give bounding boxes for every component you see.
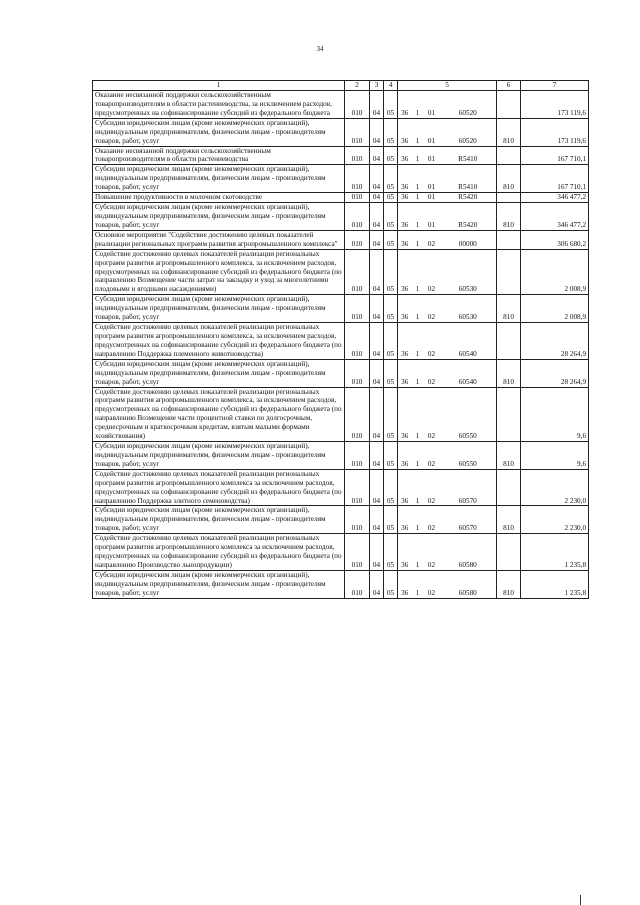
- activity-code: 01: [424, 165, 440, 193]
- expense-type-code: [497, 146, 521, 165]
- admin-code: 010: [345, 570, 370, 598]
- expense-type-code: [497, 534, 521, 571]
- table-row: [93, 506, 589, 534]
- row-name: Субсидии юридическим лицам (кроме некоммерческих организаций), индивидуальным предпринимателям, физическим лицам - производителям товаров, работ, услуг: [93, 118, 345, 146]
- activity-code: 02: [424, 570, 440, 598]
- subprogram-code: 1: [412, 534, 424, 571]
- activity-code: 02: [424, 534, 440, 571]
- direction-code: R5420: [440, 203, 497, 231]
- amount: 1 235,8: [521, 534, 589, 571]
- subprogram-code: 1: [412, 165, 424, 193]
- direction-code: R5410: [440, 146, 497, 165]
- table-row: [93, 295, 589, 323]
- admin-code: 010: [345, 203, 370, 231]
- subsection-code: 05: [384, 570, 398, 598]
- expense-type-code: 810: [497, 506, 521, 534]
- expense-type-code: 810: [497, 165, 521, 193]
- activity-code: 02: [424, 323, 440, 360]
- row-name: Оказание несвязанной поддержки сельскохозяйственным товаропроизводителям в области растениеводства: [93, 146, 345, 165]
- section-code: 04: [370, 118, 384, 146]
- activity-code: 02: [424, 442, 440, 470]
- direction-code: 60530: [440, 249, 497, 295]
- subsection-code: 05: [384, 230, 398, 249]
- expense-type-code: [497, 469, 521, 506]
- admin-code: 010: [345, 249, 370, 295]
- program-code: 36: [398, 203, 412, 231]
- subsection-code: 05: [384, 295, 398, 323]
- program-code: 36: [398, 442, 412, 470]
- subprogram-code: 1: [412, 91, 424, 119]
- direction-code: 60570: [440, 469, 497, 506]
- amount: 346 477,2: [521, 203, 589, 231]
- subsection-code: 05: [384, 249, 398, 295]
- row-name: Субсидии юридическим лицам (кроме некоммерческих организаций), индивидуальным предпринимателям, физическим лицам - производителям товаров, работ, услуг: [93, 506, 345, 534]
- subsection-code: 05: [384, 506, 398, 534]
- amount: 173 119,6: [521, 91, 589, 119]
- section-code: 04: [370, 387, 384, 442]
- admin-code: 010: [345, 295, 370, 323]
- table-row: [93, 249, 589, 295]
- program-code: 36: [398, 230, 412, 249]
- section-code: 04: [370, 193, 384, 203]
- admin-code: 010: [345, 323, 370, 360]
- subsection-code: 05: [384, 118, 398, 146]
- direction-code: R5420: [440, 193, 497, 203]
- activity-code: 01: [424, 193, 440, 203]
- admin-code: 010: [345, 534, 370, 571]
- program-code: 36: [398, 249, 412, 295]
- subsection-code: 05: [384, 534, 398, 571]
- program-code: 36: [398, 295, 412, 323]
- row-name: Субсидии юридическим лицам (кроме некоммерческих организаций), индивидуальным предпринимателям, физическим лицам - производителям товаров, работ, услуг: [93, 295, 345, 323]
- section-code: 04: [370, 165, 384, 193]
- row-name: Содействие достижению целевых показателей реализации региональных программ развития агропромышленного комплекса за исключением расходов, предусмотренных на софинансирование субсидий из федерального бюджета (по направлению Производство льнопродукции): [93, 534, 345, 571]
- row-name: Содействие достижению целевых показателей реализации региональных программ развития агропромышленного комплекса, за исключением расходов, предусмотренных на софинансирование субсидий из федерального бюджета (по направлению Возмещение части процентной ставки по долгосрочным, среднесрочным и краткосрочным кредитам, взятым малыми формами хозяйствования): [93, 387, 345, 442]
- amount: 1 235,8: [521, 570, 589, 598]
- subprogram-code: 1: [412, 442, 424, 470]
- activity-code: 02: [424, 469, 440, 506]
- table-row: [93, 146, 589, 165]
- expense-type-code: [497, 323, 521, 360]
- amount: 346 477,2: [521, 193, 589, 203]
- header-cell-7: 7: [521, 81, 589, 91]
- program-code: 36: [398, 387, 412, 442]
- admin-code: 010: [345, 91, 370, 119]
- direction-code: 60580: [440, 570, 497, 598]
- expense-type-code: 810: [497, 570, 521, 598]
- activity-code: 01: [424, 91, 440, 119]
- admin-code: 010: [345, 230, 370, 249]
- expense-type-code: 810: [497, 118, 521, 146]
- section-code: 04: [370, 249, 384, 295]
- subprogram-code: 1: [412, 469, 424, 506]
- direction-code: 60540: [440, 359, 497, 387]
- section-code: 04: [370, 359, 384, 387]
- amount: 306 680,2: [521, 230, 589, 249]
- admin-code: 010: [345, 193, 370, 203]
- row-name: Основное мероприятие "Содействие достижению целевых показателей реализации региональных программ развития агропромышленного комплекса": [93, 230, 345, 249]
- subsection-code: 05: [384, 442, 398, 470]
- direction-code: 60570: [440, 506, 497, 534]
- subprogram-code: 1: [412, 146, 424, 165]
- subsection-code: 05: [384, 165, 398, 193]
- subprogram-code: 1: [412, 295, 424, 323]
- subprogram-code: 1: [412, 570, 424, 598]
- amount: 167 710,1: [521, 165, 589, 193]
- section-code: 04: [370, 203, 384, 231]
- admin-code: 010: [345, 165, 370, 193]
- expense-type-code: [497, 387, 521, 442]
- header-row: [93, 81, 589, 91]
- program-code: 36: [398, 570, 412, 598]
- direction-code: 60550: [440, 387, 497, 442]
- subsection-code: 05: [384, 469, 398, 506]
- expense-type-code: [497, 193, 521, 203]
- expense-type-code: 810: [497, 203, 521, 231]
- amount: 167 710,1: [521, 146, 589, 165]
- subsection-code: 05: [384, 146, 398, 165]
- page-number: 34: [316, 45, 324, 53]
- amount: 9,6: [521, 442, 589, 470]
- page-edge-mark: [580, 895, 581, 905]
- subsection-code: 05: [384, 359, 398, 387]
- amount: 2 230,0: [521, 506, 589, 534]
- subprogram-code: 1: [412, 359, 424, 387]
- row-name: Оказание несвязанной поддержки сельскохозяйственным товаропроизводителям в области растениеводства, за исключением расходов, предусмотренных на софинансирование субсидий из федерального бюджета: [93, 91, 345, 119]
- subsection-code: 05: [384, 203, 398, 231]
- direction-code: 60550: [440, 442, 497, 470]
- amount: 173 119,6: [521, 118, 589, 146]
- admin-code: 010: [345, 118, 370, 146]
- row-name: Субсидии юридическим лицам (кроме некоммерческих организаций), индивидуальным предпринимателям, физическим лицам - производителям товаров, работ, услуг: [93, 203, 345, 231]
- activity-code: 02: [424, 387, 440, 442]
- section-code: 04: [370, 534, 384, 571]
- expense-type-code: 810: [497, 359, 521, 387]
- amount: 2 008,9: [521, 249, 589, 295]
- subsection-code: 05: [384, 91, 398, 119]
- header-cell-5: 5: [398, 81, 497, 91]
- row-name: Содействие достижению целевых показателей реализации региональных программ развития агропромышленного комплекса, за исключением расходов, предусмотренных на софинансирование субсидий из федерального бюджета (по направлению Возмещение части затрат на закладку и уход за многолетними плодовыми и ягодными насаждениями): [93, 249, 345, 295]
- subprogram-code: 1: [412, 387, 424, 442]
- subprogram-code: 1: [412, 118, 424, 146]
- amount: 2 008,9: [521, 295, 589, 323]
- program-code: 36: [398, 165, 412, 193]
- row-name: Субсидии юридическим лицам (кроме некоммерческих организаций), индивидуальным предпринимателям, физическим лицам - производителям товаров, работ, услуг: [93, 165, 345, 193]
- amount: 28 264,9: [521, 323, 589, 360]
- header-cell-2: 2: [345, 81, 370, 91]
- table-row: [93, 230, 589, 249]
- expense-type-code: [497, 230, 521, 249]
- direction-code: 00000: [440, 230, 497, 249]
- row-name: Субсидии юридическим лицам (кроме некоммерческих организаций), индивидуальным предпринимателям, физическим лицам - производителям товаров, работ, услуг: [93, 570, 345, 598]
- program-code: 36: [398, 91, 412, 119]
- activity-code: 02: [424, 230, 440, 249]
- amount: 9,6: [521, 387, 589, 442]
- admin-code: 010: [345, 442, 370, 470]
- table-row: [93, 118, 589, 146]
- section-code: 04: [370, 230, 384, 249]
- activity-code: 01: [424, 203, 440, 231]
- table-row: [93, 534, 589, 571]
- activity-code: 02: [424, 359, 440, 387]
- header-cell-6: 6: [497, 81, 521, 91]
- activity-code: 02: [424, 295, 440, 323]
- program-code: 36: [398, 323, 412, 360]
- row-name: Содействие достижению целевых показателей реализации региональных программ развития агропромышленного комплекса за исключением расходов, предусмотренных на софинансирование субсидий из федерального бюджета (по направлению Поддержка элитного семеноводства): [93, 469, 345, 506]
- subprogram-code: 1: [412, 249, 424, 295]
- program-code: 36: [398, 193, 412, 203]
- admin-code: 010: [345, 387, 370, 442]
- section-code: 04: [370, 295, 384, 323]
- program-code: 36: [398, 146, 412, 165]
- section-code: 04: [370, 570, 384, 598]
- direction-code: 60520: [440, 118, 497, 146]
- amount: 2 230,0: [521, 469, 589, 506]
- subprogram-code: 1: [412, 193, 424, 203]
- row-name: Субсидии юридическим лицам (кроме некоммерческих организаций), индивидуальным предпринимателям, физическим лицам - производителям товаров, работ, услуг: [93, 359, 345, 387]
- subprogram-code: 1: [412, 230, 424, 249]
- header-cell-4: 4: [384, 81, 398, 91]
- row-name: Повышение продуктивности в молочном скотоводстве: [93, 193, 345, 203]
- program-code: 36: [398, 118, 412, 146]
- table-row: [93, 323, 589, 360]
- direction-code: 60540: [440, 323, 497, 360]
- activity-code: 02: [424, 249, 440, 295]
- subsection-code: 05: [384, 387, 398, 442]
- subprogram-code: 1: [412, 203, 424, 231]
- expense-type-code: [497, 91, 521, 119]
- header-cell-1: 1: [93, 81, 345, 91]
- expense-type-code: 810: [497, 442, 521, 470]
- section-code: 04: [370, 323, 384, 360]
- subprogram-code: 1: [412, 506, 424, 534]
- expense-type-code: [497, 249, 521, 295]
- activity-code: 02: [424, 506, 440, 534]
- section-code: 04: [370, 442, 384, 470]
- admin-code: 010: [345, 469, 370, 506]
- table-row: [93, 91, 589, 119]
- expense-type-code: 810: [497, 295, 521, 323]
- subsection-code: 05: [384, 193, 398, 203]
- table-row: [93, 469, 589, 506]
- table-row: [93, 570, 589, 598]
- activity-code: 01: [424, 118, 440, 146]
- header-cell-3: 3: [370, 81, 384, 91]
- table-row: [93, 442, 589, 470]
- subsection-code: 05: [384, 323, 398, 360]
- budget-table: [92, 80, 589, 599]
- direction-code: 60530: [440, 295, 497, 323]
- admin-code: 010: [345, 146, 370, 165]
- direction-code: R5410: [440, 165, 497, 193]
- direction-code: 60580: [440, 534, 497, 571]
- admin-code: 010: [345, 506, 370, 534]
- amount: 28 264,9: [521, 359, 589, 387]
- admin-code: 010: [345, 359, 370, 387]
- table-row: [93, 203, 589, 231]
- table-row: [93, 165, 589, 193]
- program-code: 36: [398, 534, 412, 571]
- row-name: Содействие достижению целевых показателей реализации региональных программ развития агропромышленного комплекса, за исключением расходов, предусмотренных на софинансирование субсидий из федерального бюджета (по направлению Поддержка племенного животноводства): [93, 323, 345, 360]
- table-row: [93, 359, 589, 387]
- direction-code: 60520: [440, 91, 497, 119]
- program-code: 36: [398, 469, 412, 506]
- activity-code: 01: [424, 146, 440, 165]
- program-code: 36: [398, 506, 412, 534]
- section-code: 04: [370, 91, 384, 119]
- table-row: [93, 387, 589, 442]
- program-code: 36: [398, 359, 412, 387]
- subprogram-code: 1: [412, 323, 424, 360]
- table-row: [93, 193, 589, 203]
- section-code: 04: [370, 506, 384, 534]
- section-code: 04: [370, 469, 384, 506]
- section-code: 04: [370, 146, 384, 165]
- row-name: Субсидии юридическим лицам (кроме некоммерческих организаций), индивидуальным предпринимателям, физическим лицам - производителям товаров, работ, услуг: [93, 442, 345, 470]
- table-body: [93, 91, 589, 599]
